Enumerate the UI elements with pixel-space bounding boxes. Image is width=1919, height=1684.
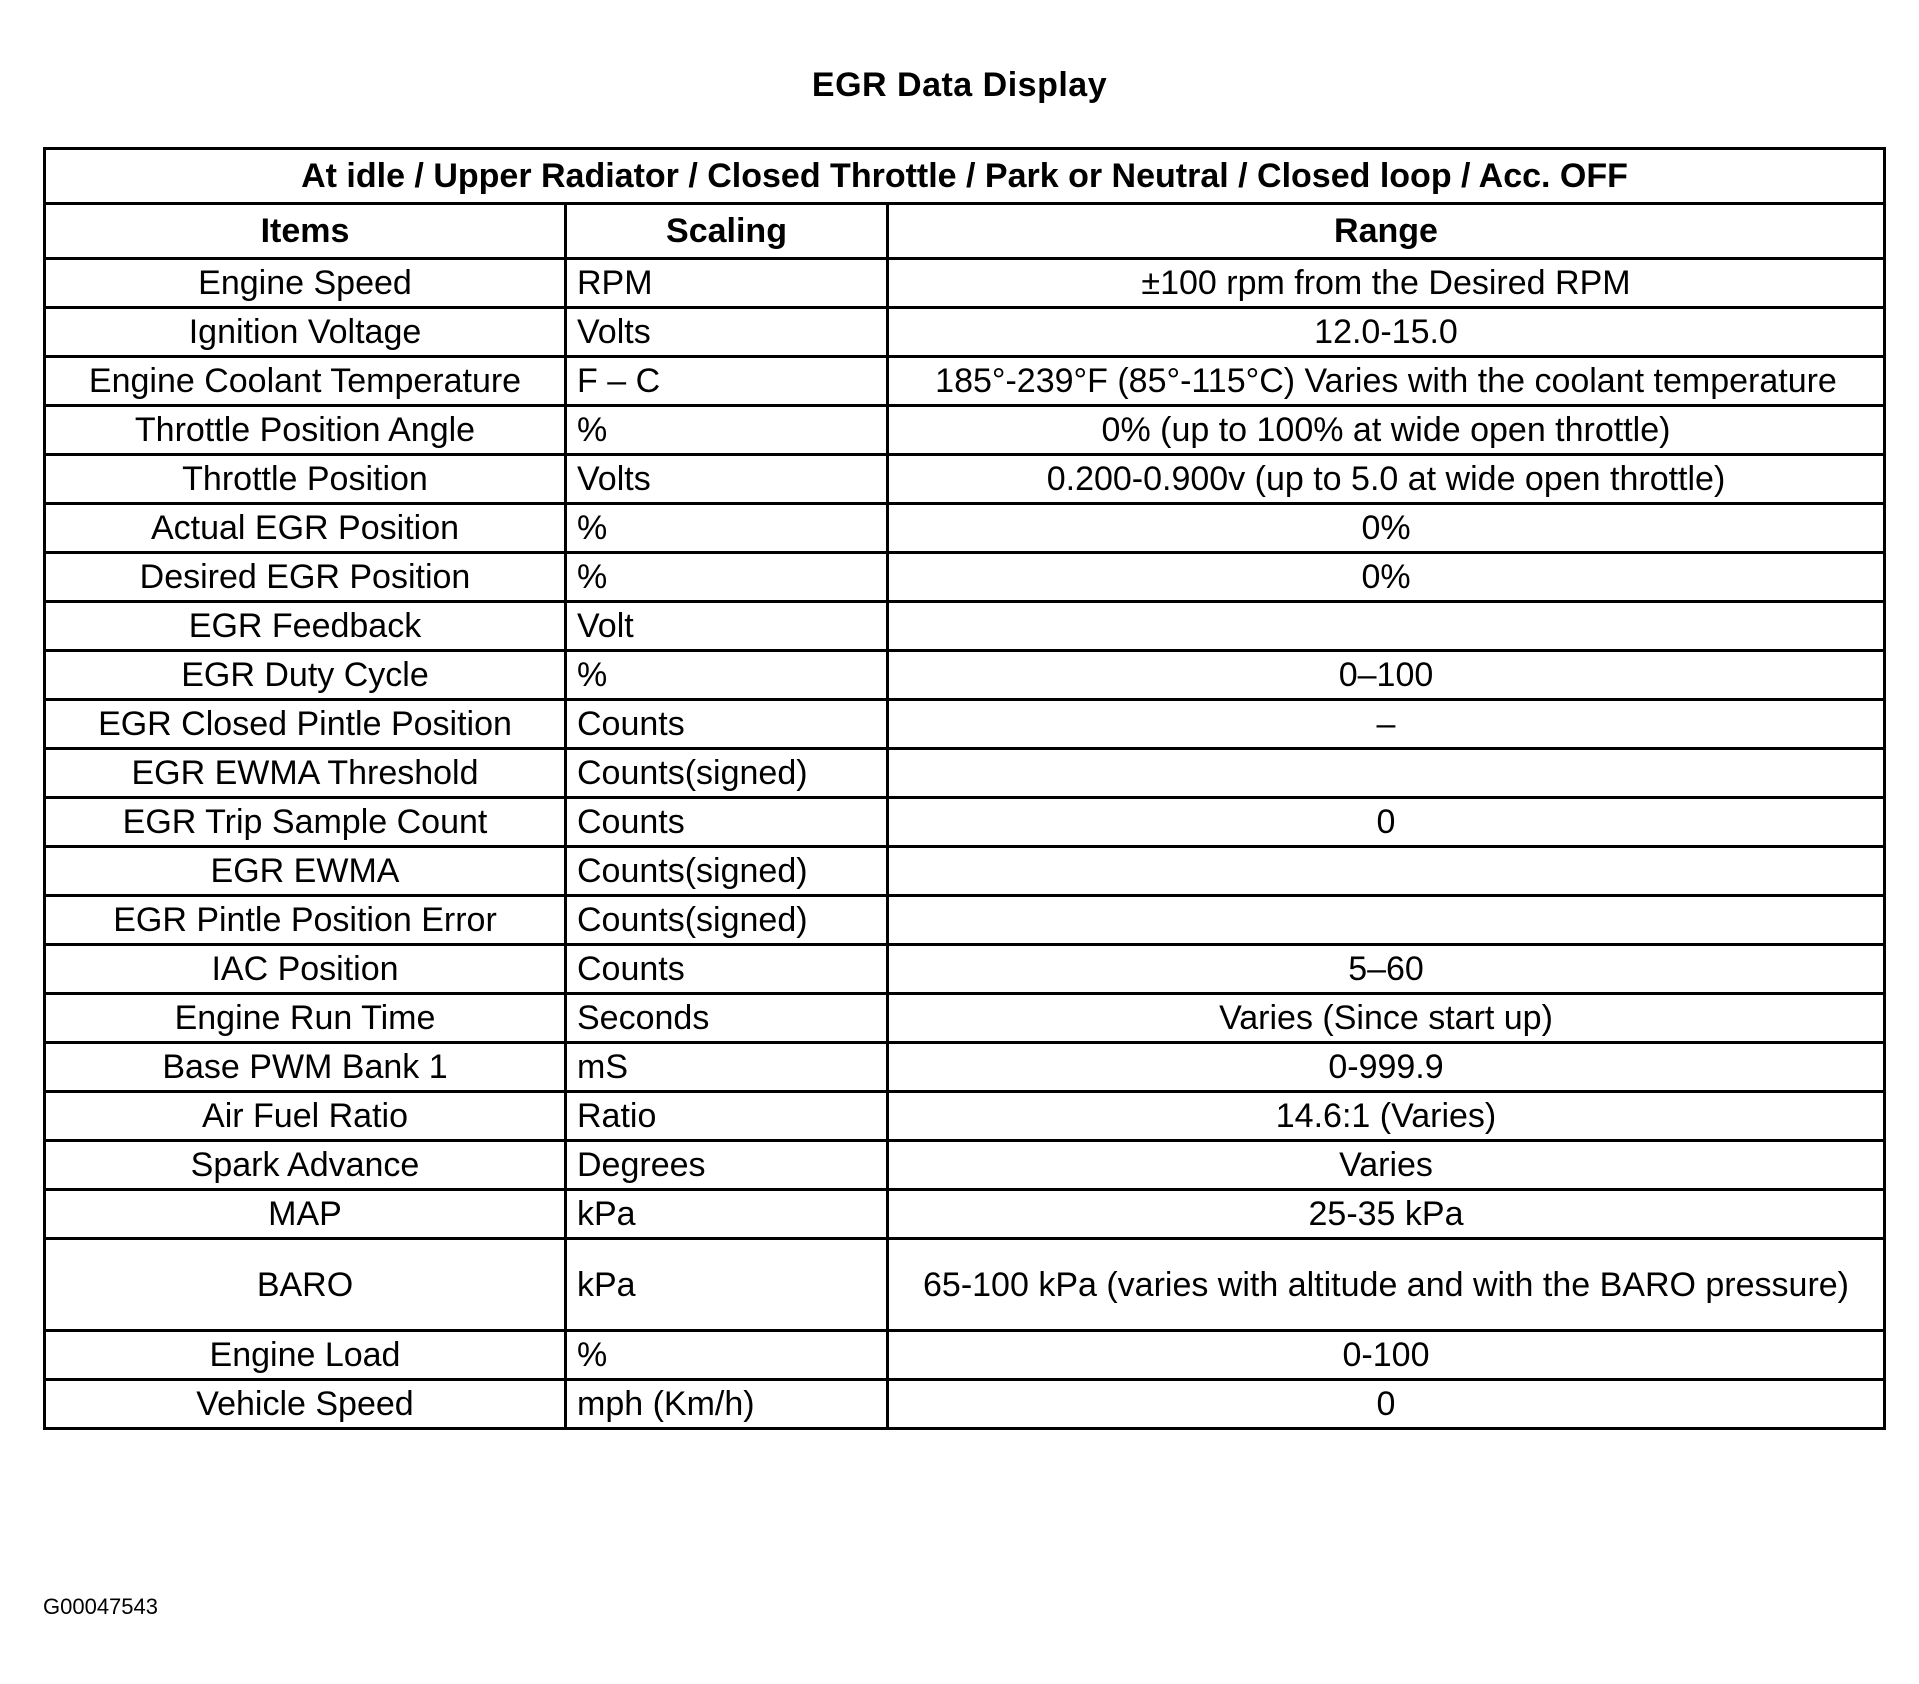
figure-id: G00047543 bbox=[43, 1594, 158, 1619]
scaling-cell: Volts bbox=[566, 308, 888, 357]
table-row bbox=[45, 1190, 1885, 1239]
scaling-cell: % bbox=[566, 1331, 888, 1380]
item-cell: Ignition Voltage bbox=[45, 308, 566, 357]
item-cell: BARO bbox=[45, 1239, 566, 1331]
item-cell: Throttle Position Angle bbox=[45, 406, 566, 455]
scaling-cell: % bbox=[566, 504, 888, 553]
scaling-cell: Counts bbox=[566, 700, 888, 749]
item-cell: Base PWM Bank 1 bbox=[45, 1043, 566, 1092]
item-cell: Engine Speed bbox=[45, 259, 566, 308]
scaling-cell: Degrees bbox=[566, 1141, 888, 1190]
item-cell: MAP bbox=[45, 1190, 566, 1239]
table-row bbox=[45, 798, 1885, 847]
table-row bbox=[45, 357, 1885, 406]
scaling-cell: Counts(signed) bbox=[566, 847, 888, 896]
item-cell: EGR Trip Sample Count bbox=[45, 798, 566, 847]
scaling-cell: Volt bbox=[566, 602, 888, 651]
item-cell: EGR Pintle Position Error bbox=[45, 896, 566, 945]
egr-data-table bbox=[43, 147, 1886, 1430]
scaling-cell: mph (Km/h) bbox=[566, 1380, 888, 1429]
table-row bbox=[45, 1043, 1885, 1092]
table-row bbox=[45, 700, 1885, 749]
range-cell: 0.200-0.900v (up to 5.0 at wide open throttle) bbox=[888, 455, 1885, 504]
range-cell: 5–60 bbox=[888, 945, 1885, 994]
range-cell: 0-100 bbox=[888, 1331, 1885, 1380]
column-header-items: Items bbox=[45, 204, 566, 259]
table-row bbox=[45, 1380, 1885, 1429]
item-cell: EGR EWMA bbox=[45, 847, 566, 896]
scaling-cell: Volts bbox=[566, 455, 888, 504]
range-cell: 0-999.9 bbox=[888, 1043, 1885, 1092]
item-cell: Vehicle Speed bbox=[45, 1380, 566, 1429]
scaling-cell: kPa bbox=[566, 1190, 888, 1239]
item-cell: EGR Closed Pintle Position bbox=[45, 700, 566, 749]
range-cell bbox=[888, 749, 1885, 798]
table-row bbox=[45, 406, 1885, 455]
range-cell: 0 bbox=[888, 1380, 1885, 1429]
item-cell: Actual EGR Position bbox=[45, 504, 566, 553]
range-cell: Varies bbox=[888, 1141, 1885, 1190]
table-row bbox=[45, 455, 1885, 504]
item-cell: EGR Feedback bbox=[45, 602, 566, 651]
table-row bbox=[45, 651, 1885, 700]
range-cell: – bbox=[888, 700, 1885, 749]
table-row bbox=[45, 308, 1885, 357]
item-cell: EGR Duty Cycle bbox=[45, 651, 566, 700]
range-cell: 0–100 bbox=[888, 651, 1885, 700]
column-header-range: Range bbox=[888, 204, 1885, 259]
range-cell: 65-100 kPa (varies with altitude and with the BARO pressure) bbox=[888, 1239, 1885, 1331]
table-row bbox=[45, 504, 1885, 553]
range-cell: 185°-239°F (85°-115°C) Varies with the coolant temperature bbox=[888, 357, 1885, 406]
scaling-cell: Counts(signed) bbox=[566, 896, 888, 945]
range-cell: 0% bbox=[888, 504, 1885, 553]
item-cell: Throttle Position bbox=[45, 455, 566, 504]
column-header-scaling: Scaling bbox=[566, 204, 888, 259]
range-cell: 0 bbox=[888, 798, 1885, 847]
table-row bbox=[45, 896, 1885, 945]
item-cell: Desired EGR Position bbox=[45, 553, 566, 602]
range-cell bbox=[888, 602, 1885, 651]
range-cell: Varies (Since start up) bbox=[888, 994, 1885, 1043]
range-cell: 0% (up to 100% at wide open throttle) bbox=[888, 406, 1885, 455]
scaling-cell: Seconds bbox=[566, 994, 888, 1043]
range-cell: ±100 rpm from the Desired RPM bbox=[888, 259, 1885, 308]
item-cell: Air Fuel Ratio bbox=[45, 1092, 566, 1141]
range-cell bbox=[888, 847, 1885, 896]
page-title: EGR Data Display bbox=[811, 66, 1108, 104]
range-cell: 0% bbox=[888, 553, 1885, 602]
table-row bbox=[45, 553, 1885, 602]
table-body bbox=[45, 259, 1885, 1429]
scaling-cell: mS bbox=[566, 1043, 888, 1092]
item-cell: Engine Load bbox=[45, 1331, 566, 1380]
table-row bbox=[45, 1141, 1885, 1190]
table-row bbox=[45, 602, 1885, 651]
table-row bbox=[45, 1092, 1885, 1141]
scaling-cell: Counts bbox=[566, 798, 888, 847]
table-row bbox=[45, 945, 1885, 994]
range-cell: 25-35 kPa bbox=[888, 1190, 1885, 1239]
item-cell: Engine Coolant Temperature bbox=[45, 357, 566, 406]
scaling-cell: F – C bbox=[566, 357, 888, 406]
scaling-cell: Counts bbox=[566, 945, 888, 994]
item-cell: Engine Run Time bbox=[45, 994, 566, 1043]
scaling-cell: Counts(signed) bbox=[566, 749, 888, 798]
scaling-cell: % bbox=[566, 406, 888, 455]
scaling-cell: % bbox=[566, 651, 888, 700]
range-cell: 14.6:1 (Varies) bbox=[888, 1092, 1885, 1141]
scaling-cell: RPM bbox=[566, 259, 888, 308]
table-row bbox=[45, 847, 1885, 896]
table-row bbox=[45, 1331, 1885, 1380]
item-cell: EGR EWMA Threshold bbox=[45, 749, 566, 798]
table-row bbox=[45, 259, 1885, 308]
table-row bbox=[45, 1239, 1885, 1331]
item-cell: IAC Position bbox=[45, 945, 566, 994]
scaling-cell: % bbox=[566, 553, 888, 602]
range-cell bbox=[888, 896, 1885, 945]
range-cell: 12.0-15.0 bbox=[888, 308, 1885, 357]
test-condition-header: At idle / Upper Radiator / Closed Throttle / Park or Neutral / Closed loop / Acc. OFF bbox=[45, 149, 1885, 204]
scaling-cell: Ratio bbox=[566, 1092, 888, 1141]
table-row bbox=[45, 994, 1885, 1043]
scaling-cell: kPa bbox=[566, 1239, 888, 1331]
item-cell: Spark Advance bbox=[45, 1141, 566, 1190]
table-row bbox=[45, 749, 1885, 798]
